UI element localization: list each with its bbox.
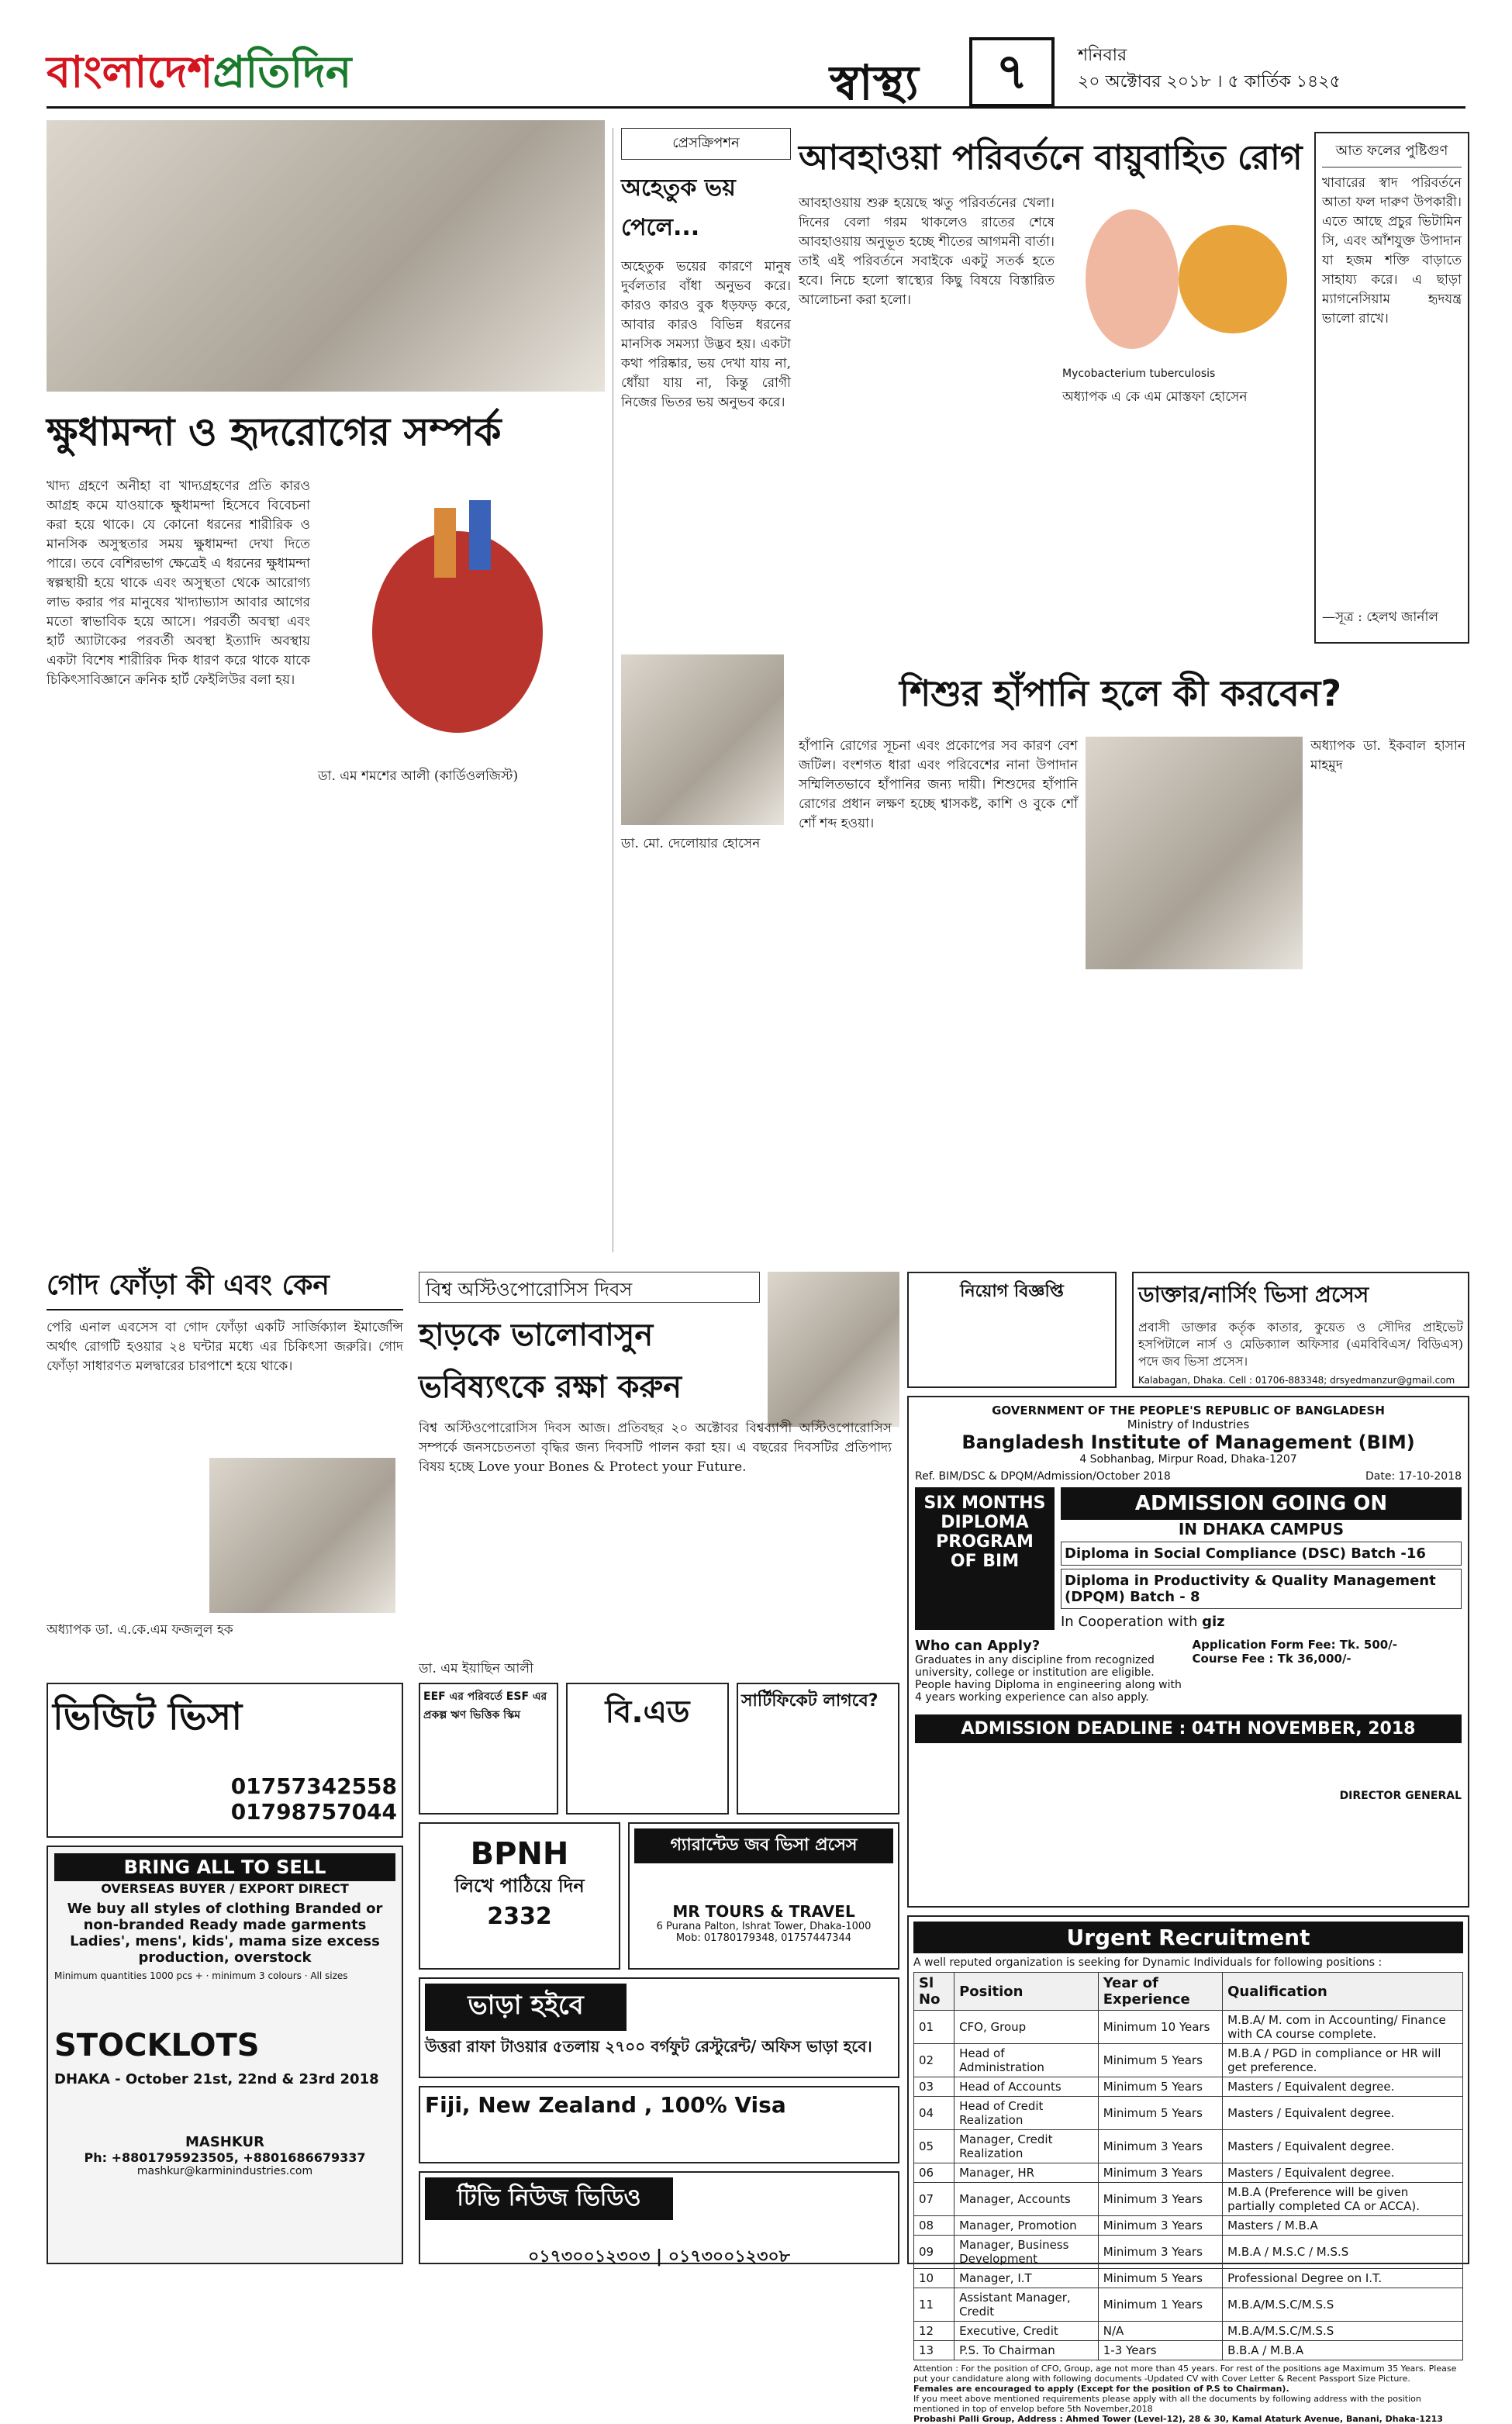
ad-doctor-visa-contact: Kalabagan, Dhaka. Cell : 01706-883348; drsyedmanzur@gmail.com [1138, 1375, 1455, 1386]
urgent-address: Probashi Palli Group, Address : Ahmed Tower (Level-12), 28 & 30, Kamal Ataturk Avenue, Banani, Dhaka-1213 [913, 2414, 1443, 2424]
bim-who: Who can Apply? [915, 1638, 1041, 1654]
bring-dhaka: DHAKA - October 21st, 22nd & 23rd 2018 [54, 2071, 379, 2087]
bring-min: Minimum quantities 1000 pcs + · minimum 3 colours · All sizes [54, 1970, 348, 1981]
table-cell: Minimum 3 Years [1098, 2236, 1222, 2269]
bpnh-text: লিখে পাঠিয়ে দিন [454, 1875, 585, 1897]
bring-email: mashkur@karminindustries.com [136, 2165, 313, 2177]
ad-certificate-title: সার্টিফিকেট লাগবে? [741, 1691, 879, 1711]
table-cell: Executive, Credit [954, 2322, 1099, 2341]
article1-col2 [318, 477, 597, 1252]
table-cell: Assistant Manager, Credit [954, 2288, 1099, 2322]
article1-body: খাদ্য গ্রহণে অনীহা বা খাদ্যগ্রহণের প্রতি কারও আগ্রহ কমে যাওয়াকে ক্ষুধামন্দা হিসেবে বিবেচনা করা হয়ে থাকে। যে কোনো ধরনের শারীরিক ও মানসিক অসুস্থতার সময় ক্ষুধামন্দা দেখা দিতে পারে। তবে বেশিরভাগ ক্ষেত্রেই এ ধরনের ক্ষুধামন্দা স্বল্পস্থায়ী হয়ে থাকে এবং অসুস্থতা থেকে আরোগ্য লাভ করার পর মানুষের খাদ্যাভ্যাস আবার আগের মতো স্বাভাবিক হয়ে আসে। পরবর্তী অবস্থা এবং হার্ট অ্যাটাকের পরবর্তী অবস্থা ইত্যাদি অবস্থায় একটা বিশেষ শারীরিক দিক ধারণ করে থাকে যাকে চিকিৎসাবিজ্ঞানে ক্রনিক হার্ট ফেইলিউর বলা হয়। [47, 478, 315, 688]
fiji-title: Fiji, New Zealand , 100% Visa [425, 2092, 786, 2118]
ad-bped-title: বি.এড [605, 1694, 690, 1730]
scared-man-photo [621, 654, 784, 825]
article1-author: ডা. এম শমশের আলী (কার্ডিওলজিস্ট) [318, 768, 519, 784]
urgent-title: Urgent Recruitment [913, 1922, 1463, 1953]
table-cell: 10 [914, 2269, 954, 2288]
table-cell: Minimum 10 Years [1098, 2011, 1222, 2044]
bim-ministry: Ministry of Industries [1127, 1417, 1250, 1431]
table-cell: Masters / Equivalent degree. [1223, 2097, 1463, 2130]
bim-dpqm: Diploma in Productivity & Quality Management (DPQM) Batch - 8 [1061, 1569, 1462, 1609]
table-cell: CFO, Group [954, 2011, 1099, 2044]
article7-headline: হাড়কে ভালোবাসুন ভবিষ্যৎকে রক্ষা করুন [419, 1317, 682, 1405]
article2 [613, 128, 796, 1252]
article4-body: খাবারের স্বাদ পরিবর্তনে আতা ফল দারুণ উপকারী। এতে আছে প্রচুর ভিটামিন সি, এবং আঁশযুক্ত উপাদান যা হজম শক্তি বাড়াতে সাহায্য করে। এ ছাড়া ম্যাগনেসিয়াম হৃদযন্ত্র ভালো রাখে। [1322, 175, 1466, 326]
article2-headline: অহেতুক ভয় পেলে... [621, 174, 736, 241]
ad-eef [419, 1683, 558, 1815]
urgent-deadline: If you meet above mentioned requirements please apply with all the documents by following address with the position mentioned in top of envelop before 5th November,2018 [913, 2394, 1421, 2414]
urgent-header-cell: Qualification [1223, 1973, 1463, 2011]
visit-visa-phone1: 01757342558 [230, 1773, 397, 1799]
table-row [914, 2044, 1463, 2077]
bim-deadline: ADMISSION DEADLINE : 04TH NOVEMBER, 2018 [915, 1714, 1462, 1743]
table-cell: 04 [914, 2097, 954, 2130]
bim-fee-form: Application Form Fee: Tk. 500/- [1192, 1638, 1397, 1652]
article5-headline: শিশুর হাঁপানি হলে কী করবেন? [899, 672, 1342, 714]
newspaper-logo [47, 39, 351, 112]
article3-col2 [1062, 194, 1303, 644]
ad-bring-all [47, 1846, 403, 2264]
table-row [914, 2077, 1463, 2097]
article5-body: হাঁপানি রোগের সূচনা এবং প্রকোপের সব কারণ বেশ জটিল। বংশগত ধারা এবং পরিবেশের নানা উপাদান সম্মিলিতভাবে হাঁপানির জন্য দায়ী। শিশুদের হাঁপানি রোগের প্রধান লক্ষণ হচ্ছে শ্বাসকষ্ট, কাশি ও বুকে শোঁ শোঁ শব্দ হওয়া। [799, 738, 1082, 831]
ad-doctor-visa-text: প্রবাসী ডাক্তার কর্তৃক কাতার, কুয়েত ও সৌদির প্রাইভেট হসপিটালে নার্স ও মেডিক্যাল অফিসার (এমবিবিএস/ বিডিএস) পদে জব ভিসা প্রসেস। [1138, 1320, 1468, 1369]
table-row [914, 2269, 1463, 2288]
urgent-header-cell: Position [954, 1973, 1099, 2011]
ad-certificate [737, 1683, 899, 1815]
article6-body: পেরি এনাল এবসেস বা গোদ ফোঁড়া একটি সার্জিক্যাল ইমার্জেন্সি অর্থাৎ রোগটি হওয়ার ২৪ ঘন্টার মধ্যে এর চিকিৎসা জরুরি। গোদ ফোঁড়া সাধারণত মলদ্বারের চারপাশে হয়ে থাকে। [47, 1320, 408, 1374]
lungs-bacteria-illustration [1062, 194, 1303, 364]
table-cell: Minimum 1 Years [1098, 2288, 1222, 2322]
table-cell: M.B.A/M.S.C/M.S.S [1223, 2288, 1463, 2322]
bim-dsc: Diploma in Social Compliance (DSC) Batch -16 [1061, 1542, 1462, 1566]
article4-kicker: আত ফলের পুষ্টিগুণ [1322, 140, 1462, 167]
page-number: ৭ [969, 37, 1055, 107]
table-cell: Masters / M.B.A [1223, 2216, 1463, 2236]
table-cell: 06 [914, 2163, 954, 2183]
table-cell: Manager, HR [954, 2163, 1099, 2183]
ad-vara [419, 1977, 899, 2078]
ad-fiji [419, 2086, 899, 2163]
table-row [914, 2163, 1463, 2183]
article6-author: অধ্যাপক ডা. এ.কে.এম ফজলুল হক [47, 1622, 233, 1638]
table-cell: Manager, I.T [954, 2269, 1099, 2288]
ad-urgent-recruitment [907, 1915, 1469, 2424]
table-cell: Minimum 3 Years [1098, 2163, 1222, 2183]
article7-kicker: বিশ্ব অস্টিওপোরোসিস দিবস [419, 1272, 760, 1303]
article3-author: অধ্যাপক এ কে এম মোস্তফা হোসেন [1062, 389, 1248, 405]
bim-name: Bangladesh Institute of Management (BIM) [961, 1431, 1415, 1453]
woman-eating-photo [47, 120, 605, 392]
bim-campus: IN DHAKA CAMPUS [1178, 1520, 1345, 1538]
bim-who-text: Graduates in any discipline from recognized university, college or institution are eligible. People having Diploma in engineering along with 4 years working experience can also apply. [915, 1654, 1182, 1704]
ad-bim [907, 1396, 1469, 1908]
table-cell: M.B.A/M.S.C/M.S.S [1223, 2322, 1463, 2341]
table-row [914, 2288, 1463, 2322]
table-cell: M.B.A/ M. com in Accounting/ Finance with CA course complete. [1223, 2011, 1463, 2044]
table-cell: 13 [914, 2341, 954, 2360]
table-cell: 08 [914, 2216, 954, 2236]
table-cell: 07 [914, 2183, 954, 2216]
article1-headline: ক্ষুধামন্দা ও হৃদরোগের সম্পর্ক [47, 409, 502, 454]
tv-phone: ০১৭৩০০১২৩০৩ | ০১৭৩০০১২৩০৮ [528, 2247, 790, 2267]
table-cell: Minimum 3 Years [1098, 2216, 1222, 2236]
table-cell: 09 [914, 2236, 954, 2269]
tv-title: টিভি নিউজ ভিডিও [425, 2177, 673, 2220]
stethoscope-photo [209, 1458, 395, 1613]
heart-illustration [318, 477, 597, 756]
bim-ref: Ref. BIM/DSC & DPQM/Admission/October 2018 [915, 1470, 1171, 1483]
table-cell: 03 [914, 2077, 954, 2097]
article3-body: আবহাওয়ায় শুরু হয়েছে ঋতু পরিবর্তনের খেলা। দিনের বেলা গরম থাকলেও রাতের শেষে আবহাওয়ায় অনুভূত হচ্ছে শীতের আগমনী বার্তা। তাই এই পরিবর্তনে সবাইকে একটু সতর্ক হতে হবে। নিচে হলো স্বাস্থ্যের কিছু বিষয়ে বিস্তারিত আলোচনা করা হলো। [799, 195, 1059, 308]
table-cell: P.S. To Chairman [954, 2341, 1099, 2360]
table-cell: 02 [914, 2044, 954, 2077]
table-cell: Masters / Equivalent degree. [1223, 2163, 1463, 2183]
table-cell: Masters / Equivalent degree. [1223, 2077, 1463, 2097]
table-row [914, 2097, 1463, 2130]
logo-part1: বাংলাদেশ [47, 47, 213, 98]
bim-gov: GOVERNMENT OF THE PEOPLE'S REPUBLIC OF BANGLADESH [992, 1404, 1385, 1417]
table-cell: 05 [914, 2130, 954, 2163]
table-cell: Minimum 5 Years [1098, 2269, 1222, 2288]
masthead [47, 16, 1465, 109]
bring-stocklots: STOCKLOTS [54, 2028, 260, 2063]
article3-headline: আবহাওয়া পরিবর্তনে বায়ুবাহিত রোগ [799, 138, 1303, 178]
table-cell: 1-3 Years [1098, 2341, 1222, 2360]
logo-part2: প্রতিদিন [212, 47, 352, 98]
table-cell: Manager, Credit Realization [954, 2130, 1099, 2163]
table-cell: 01 [914, 2011, 954, 2044]
bim-coop: In Cooperation with [1061, 1614, 1198, 1630]
table-cell: M.B.A (Preference will be given partially completed CA or ACCA). [1223, 2183, 1463, 2216]
visit-visa-phone2: 01798757044 [230, 1799, 397, 1825]
table-cell: Head of Accounts [954, 2077, 1099, 2097]
table-cell: Minimum 5 Years [1098, 2097, 1222, 2130]
guaranteed-visa-title: গ্যারান্টেড জব ভিসা প্রসেস [634, 1828, 893, 1863]
table-cell: Manager, Business Development [954, 2236, 1099, 2269]
vara-title: ভাড়া হইবে [425, 1984, 627, 2031]
urgent-header-cell: Year of Experience [1098, 1973, 1222, 2011]
article4 [1314, 132, 1469, 644]
vara-text: উত্তরা রাফা টাওয়ার ৫তলায় ২৭০০ বর্গফুট রেস্টুরেন্ট/ অফিস ভাড়া হবে। [425, 2037, 872, 2056]
ad-doctor-visa [1132, 1272, 1469, 1388]
table-cell: 12 [914, 2322, 954, 2341]
table-cell: Head of Administration [954, 2044, 1099, 2077]
ad-eef-text: EEF এর পরিবর্তে ESF এর প্রকল্প ঋণ ভিত্তিক স্কিম [423, 1690, 547, 1721]
urgent-attention: Attention : For the position of CFO, Group, age not more than 45 years. For rest of the positions age Maximum 35 Years. Please put your candidature along with following documents -Updated CV with Cover Letter & Recent Passport Size Picture. [913, 2364, 1457, 2384]
article7-author: ডা. এম ইয়াছিন আলী [419, 1661, 533, 1676]
table-row [914, 2183, 1463, 2216]
article2-author: ডা. মো. দেলোয়ার হোসেন [621, 836, 761, 851]
bim-six-months: SIX MONTHS DIPLOMA PROGRAM OF BIM [915, 1487, 1055, 1630]
table-cell: Manager, Accounts [954, 2183, 1099, 2216]
bring-title: BRING ALL TO SELL [54, 1853, 395, 1881]
table-row [914, 2011, 1463, 2044]
table-cell: Manager, Promotion [954, 2216, 1099, 2236]
table-cell: 11 [914, 2288, 954, 2322]
bring-sub: OVERSEAS BUYER / EXPORT DIRECT [101, 1881, 349, 1896]
bim-date: Date: 17-10-2018 [1365, 1470, 1462, 1483]
table-cell: M.B.A / M.S.C / M.S.S [1223, 2236, 1463, 2269]
bring-phone: Ph: +8801795923505, +8801686679337 [84, 2150, 366, 2165]
mr-tours-mob: Mob: 01780179348, 01757447344 [675, 1932, 852, 1944]
article3-figure-caption: Mycobacterium tuberculosis [1062, 368, 1216, 380]
ad-niyog [907, 1272, 1117, 1388]
date-line: শনিবার ২০ অক্টোবর ২০১৮ । ৫ কার্তিক ১৪২৫ [1078, 46, 1341, 92]
bim-director: DIRECTOR GENERAL [1339, 1790, 1462, 1802]
bim-fee-course: Course Fee : Tk 36,000/- [1192, 1652, 1351, 1666]
bpnh-number: 2332 [487, 1903, 552, 1930]
table-cell: Minimum 5 Years [1098, 2044, 1222, 2077]
table-row [914, 2236, 1463, 2269]
urgent-header-cell: Sl No [914, 1973, 954, 2011]
ad-doctor-visa-title: ডাক্তার/নার্সিং ভিসা প্রসেস [1138, 1282, 1369, 1307]
bring-items: We buy all styles of clothing Branded or non-branded Ready made garments Ladies', mens', kids', mama size excess production, overstock [67, 1901, 383, 1966]
bim-admission: ADMISSION GOING ON [1061, 1487, 1462, 1520]
table-row [914, 2341, 1463, 2360]
ad-bped [566, 1683, 729, 1815]
bring-contact: MASHKUR [185, 2134, 264, 2150]
urgent-female: Females are encouraged to apply (Except for the position of P.S to Chairman). [913, 2384, 1289, 2394]
article2-body: অহেতুক ভয়ের কারণে মানুষ দুর্বলতার বাঁধা অনুভব করে। কারও কারও বুক ধড়ফড় করে, আবার কারও বিভিন্ন ধরনের মানসিক সমস্যা উদ্ভব হয়। একটা কথা পরিষ্কার, ভয় দেখা যায় না, ধোঁয়া যায় না, কিন্তু রোগী নিজের ভিতর ভয় অনুভব করে। [621, 259, 796, 410]
urgent-table [913, 1972, 1463, 2360]
table-cell: N/A [1098, 2322, 1222, 2341]
ad-niyog-title: নিয়োগ বিজ্ঞপ্তি [960, 1282, 1064, 1301]
article6-headline: গোদ ফোঁড়া কী এবং কেন [47, 1264, 403, 1310]
ad-tv-news [419, 2171, 899, 2267]
table-cell: M.B.A / PGD in compliance or HR will get preference. [1223, 2044, 1463, 2077]
child-inhaler-photo [1086, 737, 1303, 969]
table-cell: Minimum 5 Years [1098, 2077, 1222, 2097]
ad-guaranteed-visa [628, 1822, 899, 1970]
table-cell: Head of Credit Realization [954, 2097, 1099, 2130]
table-row [914, 2216, 1463, 2236]
table-cell: Professional Degree on I.T. [1223, 2269, 1463, 2288]
ad-bpnh [419, 1822, 620, 1970]
ad-visit-visa [47, 1683, 403, 1838]
article4-author: —সূত্র : হেলথ জার্নাল [1322, 609, 1439, 625]
table-cell: B.B.A / M.B.A [1223, 2341, 1463, 2360]
table-cell: Minimum 3 Years [1098, 2130, 1222, 2163]
urgent-intro: A well reputed organization is seeking for Dynamic Individuals for following positions : [913, 1956, 1383, 1969]
bpnh-box: BPNH [470, 1836, 569, 1872]
bone-xray-photo [768, 1272, 899, 1427]
table-cell: Masters / Equivalent degree. [1223, 2130, 1463, 2163]
visit-visa-title: ভিজিট ভিসা [53, 1695, 243, 1739]
mr-tours-name: MR TOURS & TRAVEL [672, 1902, 855, 1921]
bim-giz: giz [1202, 1614, 1225, 1630]
article2-kicker: প্রেসক্রিপশন [621, 128, 791, 160]
article5-author: অধ্যাপক ডা. ইকবাল হাসান মাহমুদ [1310, 738, 1470, 773]
article7-body: বিশ্ব অস্টিওপোরোসিস দিবস আজ। প্রতিবছর ২০ অক্টোবর বিশ্বব্যাপী অস্টিওপোরোসিস সম্পর্কে জনসচেতনতা বৃদ্ধির জন্য দিবসটি পালন করা হয়। এ বছরের দিবসটির প্রতিপাদ্য বিষয় হচ্ছে Love your Bones & Protect your Future. [419, 1421, 896, 1475]
bim-address: 4 Sobhanbag, Mirpur Road, Dhaka-1207 [1079, 1453, 1297, 1466]
table-row [914, 2130, 1463, 2163]
table-cell: Minimum 3 Years [1098, 2183, 1222, 2216]
section-title: স্বাস্থ্য [830, 54, 919, 111]
table-row [914, 2322, 1463, 2341]
mr-tours-address: 6 Purana Palton, Ishrat Tower, Dhaka-1000 [656, 1921, 872, 1932]
